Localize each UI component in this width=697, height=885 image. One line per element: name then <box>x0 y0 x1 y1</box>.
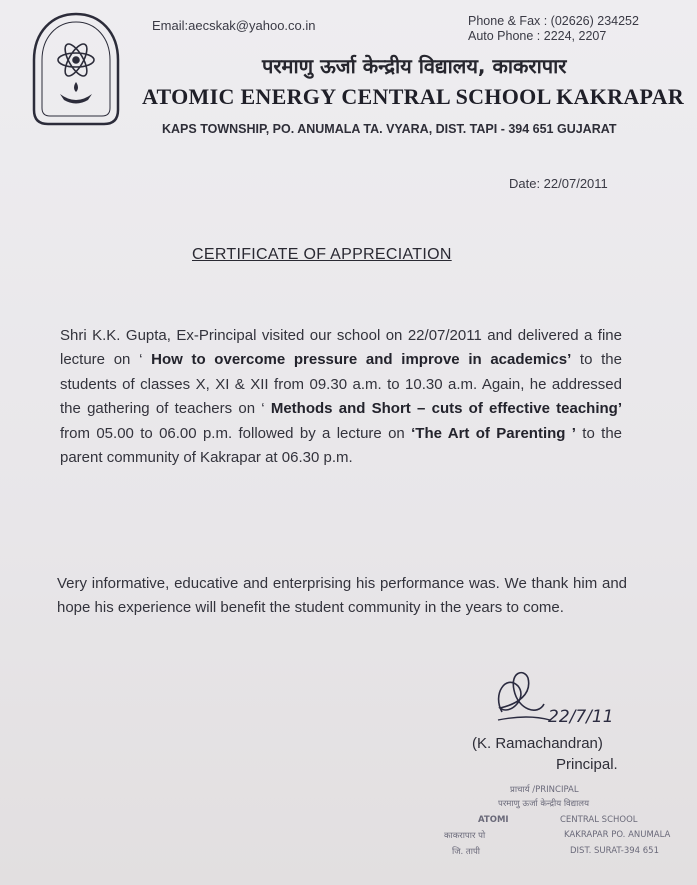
stamp-line-1: प्राचार्य /PRINCIPAL <box>510 785 579 795</box>
phone-info <box>468 14 639 44</box>
body-paragraph-2: Very informative, educative and enterprising his performance was. We thank him and hope his experience will benefit the student community in the years to come. <box>57 575 627 617</box>
official-stamp <box>440 784 697 885</box>
auto-phone: Auto Phone : 2224, 2207 <box>468 29 607 43</box>
email-address: Email:aecskak@yahoo.co.in <box>152 18 316 33</box>
school-address: KAPS TOWNSHIP, PO. ANUMALA TA. VYARA, DIST. TAPI - 394 651 GUJARAT <box>162 122 617 136</box>
p1-lecture-title-2: Methods and Short – cuts of effective teaching’ <box>270 400 622 418</box>
stamp-line-5a: जि. तापी <box>452 847 480 857</box>
school-name: ATOMIC ENERGY CENTRAL SCHOOL KAKRAPAR <box>142 84 685 109</box>
signature-date: 22/7/11 <box>548 707 614 727</box>
certificate-title: CERTIFICATE OF APPRECIATION <box>192 246 452 263</box>
stamp-line-5b: DIST. SURAT-394 651 <box>570 846 659 856</box>
stamp-line-4a: काकरापार पो <box>444 831 486 841</box>
stamp-line-2: परमाणु ऊर्जा केन्द्रीय विद्यालय <box>498 799 589 809</box>
phone-fax: Phone & Fax : (02626) 234252 <box>468 14 639 28</box>
letter-date: Date: 22/07/2011 <box>509 176 608 191</box>
p1-lecture-title-1: How to overcome pressure and improve in academics’ <box>151 351 572 369</box>
principal-name: (K. Ramachandran) <box>472 735 603 752</box>
p1-text-e: from 05.00 to 06.00 p.m. followed by a lecture on <box>60 424 412 442</box>
p1-lecture-title-3: ‘The Art of Parenting ’ <box>411 424 576 442</box>
p1-text-g: to the parent community of Kakrapar at 06.30 p.m. <box>60 424 623 467</box>
stamp-line-3b: CENTRAL SCHOOL <box>560 815 638 825</box>
principal-role: Principal. <box>556 756 618 773</box>
p1-text-a: Shri K.K. Gupta, Ex-Principal visited our school on 22/07/2011 and delivered a fine lecture on ‘ <box>60 327 622 369</box>
stamp-line-4b: KAKRAPAR PO. ANUMALA <box>564 830 671 840</box>
stamp-line-3a: ATOMI <box>478 815 509 825</box>
p1-text-c: to the students of classes X, XI & XII from 09.30 a.m. to 10.30 a.m. Again, he addressed the gathering of teachers on ‘ <box>60 351 622 418</box>
school-logo-icon <box>30 10 122 128</box>
school-name-hindi: परमाणु ऊर्जा केन्द्रीय विद्यालय, काकरापार <box>262 54 567 78</box>
body-paragraph-1 <box>60 324 622 470</box>
principal-signature <box>488 664 623 740</box>
